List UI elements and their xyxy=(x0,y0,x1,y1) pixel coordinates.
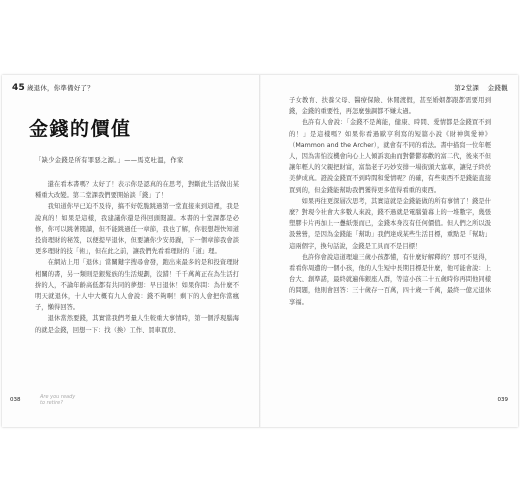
book-gutter xyxy=(259,75,261,427)
section-label: 金錢觀 xyxy=(487,84,508,92)
body-paragraph: 也許有人會說：「金錢不是萬能，健康、時間、愛情都是金錢買不到的！」是這樣嗎？如果你看過歐亨利寫的短篇小說《財神與愛神》（Mammon and the Archer），就會有不同的看法。書中描寫一位年輕人，因為害怕沒機會向心上人傾訴衷曲而對鬱鬱寡歡的富二代，後來不但讓年輕人的父親把財富，富翁老子巧妙安排一場街頭大塞車，讓兒子終於美夢成真。證說金錢買不到時間和愛情呢？的確，有些東西不是錢能直接買到的，但金錢能幫助我們獲得更多值得看重的東西。 xyxy=(289,119,491,194)
page-number-left: 038 xyxy=(10,397,21,403)
book-spread xyxy=(2,75,518,427)
body-paragraph: 如果再往更深層次思考，其實這就是金錢能做的所有事情了！錢是什麼？對現今社會大多數人來說，錢不過就是電腦螢幕上的一堆數字，幾張塑膠卡片再加上一疊紙張而已，金錢本身沒有任何價值。但人們之所以汲汲營營，是因為金錢能「幫助」我們達成某些生活目標，重點是「幫助」這兩個字，換句話說，金錢是工具而不是目標！ xyxy=(289,197,491,250)
page-number-right: 039 xyxy=(497,397,508,403)
footer-watermark-line: to retire? xyxy=(40,400,63,406)
running-header-left xyxy=(12,83,94,93)
epigraph-quote: 「缺少金錢是所有罪惡之源。」——馬克吐溫，作家 xyxy=(35,157,184,164)
book-title-text: 歲退休，你準備好了？ xyxy=(26,84,94,92)
body-paragraph: 在網站上用「退休」當關鍵字搜尋會發，跑出來最多的是和投資理財相關的書，另一類則是銀髮族的生活規劃，沒錯！千千萬萬正在為生活打拚的人，不論年齡高低都有共同的夢想：早日退休！如果你問：為什麼不明天就退休，十人中大概有九人會說：錢不夠啊！剩下的人會把你當瘋子，懶得回答。 xyxy=(35,259,239,312)
right-page-body xyxy=(289,95,491,308)
chapter-label: 第2堂課 xyxy=(454,84,480,92)
book-title-number: 45 xyxy=(12,83,25,93)
left-page-body xyxy=(35,179,239,336)
body-paragraph: 還在看本書嗎？太好了！表示你是認真的在思考，對斷此生活做出某種重大改變。第二堂課我們要開始談「錢」了！ xyxy=(35,181,239,200)
body-paragraph: 子女教育、扶養父母、醫療保險、休閒渡假，甚至婚姻都跟都需要用到錢，金錢的重要性，再怎麼強調都不嫌太過。 xyxy=(289,97,491,116)
section-title: 金錢的價值 xyxy=(29,118,132,140)
footer-watermark-line: Are you ready xyxy=(40,394,76,400)
footer-watermark xyxy=(40,394,75,406)
body-paragraph: 退休當然要錢，其實當我們考量人生較重大事情時，第一個浮現腦海的就是金錢，回想一下：找（換）工作、買車買房、 xyxy=(35,315,239,334)
body-paragraph: 我知道你早已迫不及待，搞不好乾脆跳過第一堂直接來到這裡，我是說真的！如果是這樣，我建議你還是得回頭閱讀。本書的十堂課都是必修，你可以跳著閱讀，但不能跳過任一章節，我也了解，你很想趕快知道投資理財的秘笈，以便提早退休，但要讓你少安毋躁，下一個章節我會談更多理財的技「術」，但在此之前，讓我們先看看理財的「道」理。 xyxy=(35,203,239,256)
running-header-right xyxy=(454,83,508,92)
body-paragraph: 也許你會說這道理連三歲小孩都懂，有什麼好解釋的？那可不見得，看看你周遭的一個小孩，他的人生短中長期目標是什麼，他可能會說：上台大、創準諾，最終就遍佈銀座人群，等這小孩二十五歲時你再問他同樣的問題，他則會回答：三十歲存一百萬，四十歲一千萬，最終一億元退休享福。 xyxy=(289,253,491,306)
